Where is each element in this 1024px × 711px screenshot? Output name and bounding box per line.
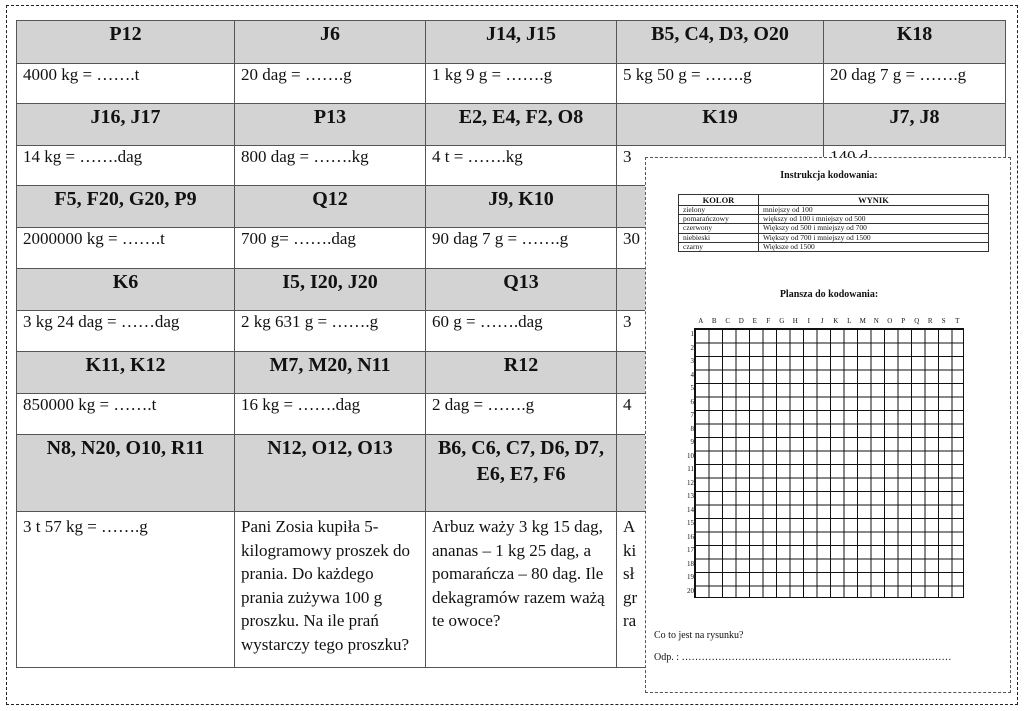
column-label: T	[955, 317, 960, 325]
exercise-cell: 3 kg 24 dag = ……dag	[17, 311, 235, 352]
legend-range: Większe od 1500	[759, 242, 989, 251]
exercise-cell: 3	[617, 146, 824, 186]
column-label: K	[833, 317, 839, 325]
cell-codes: N8, N20, O10, R11	[17, 435, 235, 512]
row-label: 20	[687, 586, 694, 595]
exercise-cell: 4	[617, 394, 824, 435]
row-label: 6	[690, 397, 694, 406]
board-title: Plansza do kodowania:	[779, 289, 879, 300]
cell-codes: J14, J15	[426, 21, 617, 64]
column-label: R	[927, 317, 933, 325]
cell-codes: F5, F20, G20, P9	[17, 186, 235, 228]
answer-line[interactable]: Odp. : ………………………………………………………………………	[654, 652, 952, 663]
legend-color: czarny	[679, 242, 759, 251]
cell-codes: J7, J8	[824, 104, 1006, 146]
column-label: D	[738, 317, 744, 325]
coding-grid[interactable]	[694, 328, 964, 598]
row-label: 15	[687, 519, 694, 527]
legend-color: pomarańczowy	[679, 215, 759, 224]
row-label: 7	[690, 411, 694, 419]
column-label: G	[779, 317, 785, 325]
word-problem-cell: Pani Zosia kupiła 5-kilogramowy proszek do prania. Do każdego prania zużywa 100 g proszku. Na ile prań wystarczy tego proszku?	[235, 512, 426, 668]
column-label: B	[711, 317, 717, 325]
row-label: 17	[687, 546, 694, 554]
column-label: C	[725, 317, 731, 325]
exercise-cell: 30	[617, 228, 824, 269]
header-row	[17, 21, 1006, 64]
cell-codes: N12, O12, O13	[235, 435, 426, 512]
cell-codes: M7, M20, N11	[235, 352, 426, 394]
column-label: H	[792, 317, 798, 325]
row-label: 8	[690, 424, 694, 433]
header-row	[17, 104, 1006, 146]
cell-codes: B5, C4, D3, O20	[617, 21, 824, 64]
column-label: A	[698, 317, 704, 325]
exercise-cell: 4 t = …….kg	[426, 146, 617, 186]
cell-codes: I5, I20, J20	[235, 269, 426, 311]
row-label: 11	[687, 465, 694, 473]
exercise-cell: 60 g = …….dag	[426, 311, 617, 352]
exercise-cell: 20 dag 7 g = …….g	[824, 64, 1006, 104]
cell-codes: K11, K12	[17, 352, 235, 394]
column-label: I	[807, 317, 810, 325]
legend-range: większy od 100 i mniejszy od 500	[759, 215, 989, 224]
cell-codes: J16, J17	[17, 104, 235, 146]
exercise-cell: 700 g= …….dag	[235, 228, 426, 269]
row-label: 13	[687, 492, 694, 500]
cell-codes: K19	[617, 104, 824, 146]
legend-header-result: WYNIK	[759, 195, 989, 206]
cell-codes: E2, E4, F2, O8	[426, 104, 617, 146]
row-label: 2	[690, 343, 694, 352]
exercise-cell: 3	[617, 311, 824, 352]
column-label: O	[887, 317, 893, 325]
exercise-cell: 90 dag 7 g = …….g	[426, 228, 617, 269]
row-label: 9	[690, 438, 694, 446]
exercise-cell: 5 kg 50 g = …….g	[617, 64, 824, 104]
question-text: Co to jest na rysunku?	[654, 630, 744, 641]
exercise-row	[17, 64, 1006, 104]
exercise-cell: 16 kg = …….dag	[235, 394, 426, 435]
exercise-cell: 2 kg 631 g = …….g	[235, 311, 426, 352]
exercise-cell: 1 kg 9 g = …….g	[426, 64, 617, 104]
legend-range: Większy od 500 i mniejszy od 700	[759, 224, 989, 233]
exercise-cell: 800 dag = …….kg	[235, 146, 426, 186]
column-label: F	[766, 317, 771, 325]
coding-instruction-sheet	[645, 157, 1011, 693]
instruction-title: Instrukcja kodowania:	[780, 170, 878, 181]
cell-codes: P12	[17, 21, 235, 64]
row-label: 4	[690, 370, 694, 379]
cell-codes: J9, K10	[426, 186, 617, 228]
column-label: P	[901, 317, 906, 325]
cell-codes: Q12	[235, 186, 426, 228]
column-label: S	[941, 317, 946, 325]
row-label: 14	[687, 505, 694, 514]
column-label: E	[752, 317, 757, 325]
color-legend-table	[678, 194, 989, 252]
column-label: Q	[914, 317, 920, 325]
exercise-cell: 850000 kg = …….t	[17, 394, 235, 435]
row-label: 19	[687, 573, 694, 581]
row-label: 5	[690, 384, 694, 392]
cell-codes: K18	[824, 21, 1006, 64]
exercise-cell: 3 t 57 kg = …….g	[17, 512, 235, 668]
column-label: M	[859, 317, 866, 325]
legend-range: mniejszy od 100	[759, 206, 989, 215]
legend-header-color: KOLOR	[679, 195, 759, 206]
cell-codes: B6, C6, C7, D6, D7, E6, E7, F6	[426, 435, 617, 512]
row-label: 18	[687, 559, 694, 568]
cell-codes: P13	[235, 104, 426, 146]
legend-range: Większy od 700 i mniejszy od 1500	[759, 233, 989, 242]
exercise-cell: 20 dag = …….g	[235, 64, 426, 104]
word-problem-cell: Arbuz waży 3 kg 15 dag, ananas – 1 kg 25 dag, a pomarańcza – 80 dag. Ile dekagramów razem ważą te owoce?	[426, 512, 617, 668]
exercise-cell: 2 dag = …….g	[426, 394, 617, 435]
word-problem-cell: A ki sł gr ra	[617, 512, 824, 668]
column-label: L	[847, 317, 852, 325]
row-label: 10	[687, 451, 694, 460]
cell-codes: R12	[426, 352, 617, 394]
row-label: 16	[687, 532, 694, 541]
exercise-cell: 2000000 kg = …….t	[17, 228, 235, 269]
cell-codes: K6	[17, 269, 235, 311]
legend-color: niebieski	[679, 233, 759, 242]
cell-codes: J6	[235, 21, 426, 64]
exercise-cell: 14 kg = …….dag	[17, 146, 235, 186]
cell-codes: Q13	[426, 269, 617, 311]
column-label: N	[873, 317, 879, 325]
row-label: 12	[687, 478, 694, 487]
column-label: J	[820, 317, 824, 325]
exercise-cell: 4000 kg = …….t	[17, 64, 235, 104]
row-label: 1	[690, 330, 694, 338]
legend-color: czerwony	[679, 224, 759, 233]
legend-color: zielony	[679, 206, 759, 215]
row-label: 3	[690, 357, 694, 365]
